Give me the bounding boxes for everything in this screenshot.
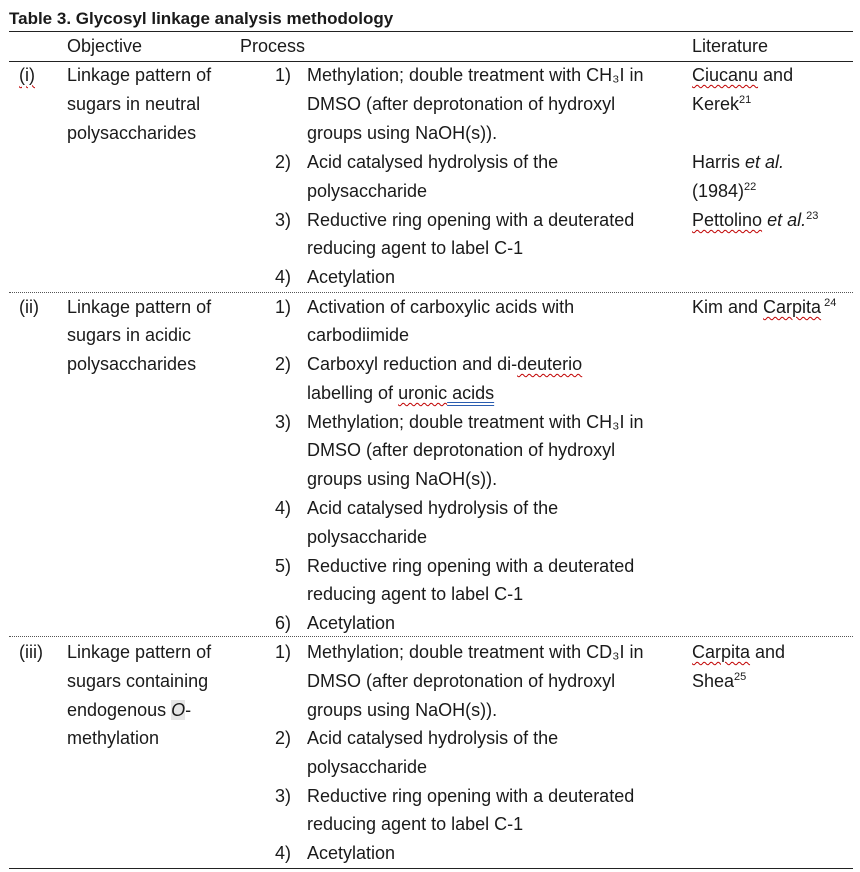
step-text: reducing agent to label C-1 xyxy=(307,814,524,834)
literature-ref: Pettolino et al.$^{23}$ xyxy=(692,210,819,230)
step-number: 1) xyxy=(274,65,291,85)
step-text: Acetylation xyxy=(307,843,396,863)
step-text: Acid catalysed hydrolysis of the xyxy=(307,152,559,172)
step-number: 4) xyxy=(274,498,291,518)
row-divider xyxy=(9,636,853,637)
step-text: Acid catalysed hydrolysis of the xyxy=(307,728,559,748)
objective-line: sugars in neutral xyxy=(67,94,201,114)
header-process: Process xyxy=(240,36,306,56)
step-text: Methylation; double treatment with CH₃I in xyxy=(307,412,644,432)
step-text: Methylation; double treatment with CD₃I in xyxy=(307,642,644,662)
bottom-rule xyxy=(9,868,853,869)
step-text: polysaccharide xyxy=(307,527,428,547)
row-index: (ii) xyxy=(19,297,39,317)
step-text: Activation of carboxylic acids with xyxy=(307,297,575,317)
spellcheck-mark: uronic xyxy=(398,383,448,403)
step-text: Acetylation xyxy=(307,613,396,633)
objective-line: polysaccharides xyxy=(67,354,197,374)
literature-ref: Kerek$^{21}$ xyxy=(692,94,752,114)
step-text: Reductive ring opening with a deuterated xyxy=(307,210,635,230)
step-text: Carboxyl reduction and di-deuterio xyxy=(307,354,583,374)
step-text: Acetylation xyxy=(307,267,396,287)
step-text: polysaccharide xyxy=(307,757,428,777)
step-number: 3) xyxy=(274,210,291,230)
step-number: 3) xyxy=(274,786,291,806)
step-text: labelling of uronic acids xyxy=(307,383,495,403)
step-number: 4) xyxy=(274,843,291,863)
literature-ref: $(1984)^{22}$ xyxy=(692,181,757,201)
step-text: Reductive ring opening with a deuterated xyxy=(307,786,635,806)
objective-line: Linkage pattern of xyxy=(67,65,212,85)
header-literature: Literature xyxy=(692,36,769,56)
row-index: (iii) xyxy=(19,642,43,662)
objective-line: sugars in acidic xyxy=(67,325,192,345)
literature-ref: Carpita and xyxy=(692,642,786,662)
step-number: 1) xyxy=(274,297,291,317)
objective-line: sugars containing xyxy=(67,671,209,691)
step-number: 2) xyxy=(274,354,291,374)
grammar-mark: acids xyxy=(447,383,495,403)
step-number: 2) xyxy=(274,152,291,172)
step-text: DMSO (after deprotonation of hydroxyl xyxy=(307,94,616,114)
step-number: 2) xyxy=(274,728,291,748)
step-text: groups using NaOH(s)). xyxy=(307,123,498,143)
step-text: groups using NaOH(s)). xyxy=(307,700,498,720)
step-number: 5) xyxy=(274,556,291,576)
step-text: Acid catalysed hydrolysis of the xyxy=(307,498,559,518)
step-text: reducing agent to label C-1 xyxy=(307,584,524,604)
literature-ref: Kim and Carpita $^{24}$ xyxy=(692,297,837,317)
header-objective: Objective xyxy=(67,36,143,56)
step-text: Reductive ring opening with a deuterated xyxy=(307,556,635,576)
objective-line: Linkage pattern of xyxy=(67,297,212,317)
step-text: DMSO (after deprotonation of hydroxyl xyxy=(307,440,616,460)
step-text: reducing agent to label C-1 xyxy=(307,238,524,258)
literature-ref: Shea$^{25}$ xyxy=(692,671,747,691)
row-index: (i) xyxy=(19,65,35,85)
literature-ref: Ciucanu and xyxy=(692,65,794,85)
objective-line: Linkage pattern of xyxy=(67,642,212,662)
step-text: polysaccharide xyxy=(307,181,428,201)
step-number: 1) xyxy=(274,642,291,662)
objective-line: methylation xyxy=(67,728,160,748)
objective-line: endogenous O- xyxy=(67,700,192,720)
table-title: Table 3. Glycosyl linkage analysis methodology xyxy=(9,9,394,28)
step-number: 4) xyxy=(274,267,291,287)
objective-line: polysaccharides xyxy=(67,123,197,143)
step-text: Methylation; double treatment with CH₃I in xyxy=(307,65,644,85)
step-text: groups using NaOH(s)). xyxy=(307,469,498,489)
step-number: 6) xyxy=(274,613,291,633)
step-text: carbodiimide xyxy=(307,325,410,345)
literature-ref: Harris et al. xyxy=(692,152,785,172)
step-text: DMSO (after deprotonation of hydroxyl xyxy=(307,671,616,691)
step-number: 3) xyxy=(274,412,291,432)
spellcheck-mark: deuterio xyxy=(517,354,583,374)
